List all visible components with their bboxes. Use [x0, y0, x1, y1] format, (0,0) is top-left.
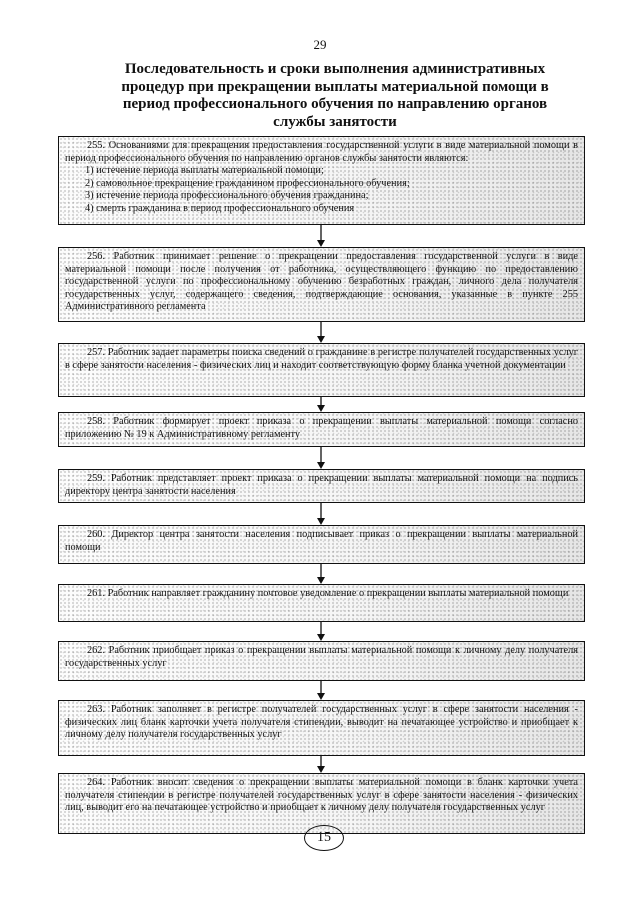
step-255-item-2: 2) самовольное прекращение гражданином профессионального обучения; — [85, 177, 410, 189]
step-259-box — [58, 469, 585, 503]
arrow-9 — [317, 756, 325, 773]
step-257-box — [58, 343, 585, 397]
step-259-text: 259. Работник представляет проект приказа о прекращении выплаты материальной помощи на подпись директору центра занятости населения — [65, 473, 578, 497]
step-260-box — [58, 525, 585, 564]
arrow-2 — [317, 322, 325, 343]
step-261-box — [58, 584, 585, 622]
arrow-3 — [317, 397, 325, 412]
page-number: 29 — [313, 37, 327, 52]
step-258-box — [58, 412, 585, 447]
step-262-text: 262. Работник приобщает приказ о прекращении выплаты материальной помощи к личному делу получателя государственных услуг — [65, 645, 578, 669]
arrow-6 — [317, 564, 325, 584]
step-264-text: 264. Работник вносит сведения о прекращении выплаты материальной помощи в бланк карточки учета получателя стипендии в регистре получателей государственных услуг в сфере занятости населения - физических лиц, выводит его на печатающее устройство и приобщает к личному делу получателя государственных услуг — [65, 777, 578, 814]
step-263-box — [58, 700, 585, 756]
step-258-text: 258. Работник формирует проект приказа о прекращении выплаты материальной помощи согласно приложению № 19 к Административному регламенту — [65, 416, 578, 440]
step-260-text: 260. Директор центра занятости населения подписывает приказ о прекращении выплаты материальной помощи — [65, 529, 578, 553]
arrow-8 — [317, 681, 325, 700]
step-257-text: 257. Работник задает параметры поиска сведений о гражданине в регистре получателей государственных услуг в сфере занятости населения - физических лиц и находит соответствующую форму бланка учетной документации — [65, 347, 578, 371]
step-256-text: 256. Работник принимает решение о прекращении предоставления государственной услуги в виде материальной помощи после получения от работника, осуществляющего функцию по предоставлению государственной услуги по профессиональному обучению безработных граждан, личного дела получателя государственных услуг, содержащего сведения, подтверждающие основания, указанные в пункте 255 Административного регламента — [65, 251, 578, 313]
arrow-4 — [317, 447, 325, 469]
page-connector: 15 — [304, 825, 344, 851]
step-255-item-3: 3) истечение периода профессионального обучения гражданина; — [85, 190, 369, 202]
step-255-text: 255. Основаниями для прекращения предоставления государственной услуги в виде материальной помощи в период профессионального обучения по направлению органов службы занятости являются: — [65, 140, 578, 164]
step-255-item-4: 4) смерть гражданина в период профессионального обучения — [85, 202, 355, 214]
step-255-box — [58, 136, 585, 225]
step-255-item-1: 1) истечение периода выплаты материальной помощи; — [85, 165, 324, 177]
page-title: Последовательность и сроки выполнения административных процедур при прекращении выплаты материальной помощи в период профессионального обучения по направлению органов службы занятости — [121, 61, 549, 130]
step-262-box — [58, 641, 585, 681]
step-256-box — [58, 247, 585, 322]
arrow-5 — [317, 503, 325, 525]
arrow-1 — [317, 225, 325, 247]
step-261-text: 261. Работник направляет гражданину почтовое уведомление о прекращении выплаты материальной помощи — [87, 588, 569, 599]
step-263-text: 263. Работник заполняет в регистре получателей государственных услуг в сфере занятости населения - физических лиц бланк карточки учета получателя стипендии, выводит на печатающее устройство и приобщает к личному делу получателя государственных услуг — [65, 704, 578, 741]
arrow-7 — [317, 622, 325, 641]
